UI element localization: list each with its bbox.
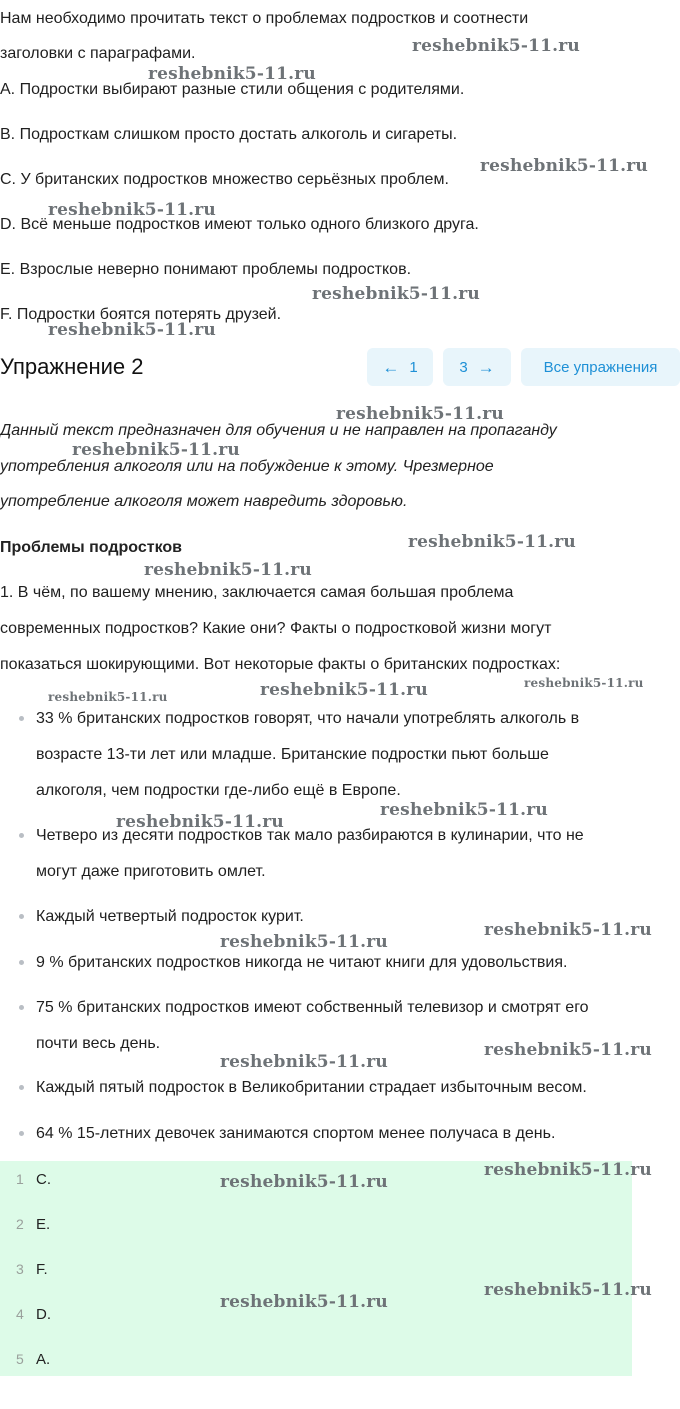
- paragraph-line-2: современных подростков? Какие они? Факты о подростковой жизни могут: [0, 620, 552, 637]
- prev-exercise-label: 1: [409, 358, 418, 376]
- disclaimer-line-1: Данный текст предназначен для обучения и не направлен на пропаганду: [0, 422, 557, 439]
- paragraph-line-3: показаться шокирующими. Вот некоторые факты о британских подростках:: [0, 656, 561, 673]
- paragraph-line-1: 1. В чём, по вашему мнению, заключается самая большая проблема: [0, 584, 514, 601]
- list-item-line: могут даже приготовить омлет.: [36, 863, 266, 880]
- bullet-dot-icon: [19, 914, 24, 919]
- all-exercises-label: Все упражнения: [543, 358, 658, 376]
- heading-item-b: B. Подросткам слишком просто достать алкоголь и сигареты.: [0, 126, 458, 143]
- watermark: reshebnik5-11.ru: [484, 1160, 652, 1180]
- watermark: reshebnik5-11.ru: [116, 812, 284, 832]
- answer-value: D.: [36, 1306, 51, 1323]
- watermark: reshebnik5-11.ru: [336, 404, 504, 424]
- watermark: reshebnik5-11.ru: [484, 1040, 652, 1060]
- watermark: reshebnik5-11.ru: [48, 320, 216, 340]
- answer-number: 4: [16, 1306, 24, 1322]
- watermark: reshebnik5-11.ru: [524, 676, 644, 690]
- answer-number: 5: [16, 1351, 24, 1367]
- answers-block: [0, 1161, 632, 1376]
- heading-item-d: D. Всё меньше подростков имеют только одного близкого друга.: [0, 216, 479, 233]
- answer-value: A.: [36, 1351, 51, 1368]
- prev-exercise-button[interactable]: [367, 348, 433, 386]
- section-title: Проблемы подростков: [0, 539, 182, 556]
- list-item-line: алкоголя, чем подростки где-либо ещё в Европе.: [36, 782, 401, 799]
- bullet-dot-icon: [19, 1085, 24, 1090]
- watermark: reshebnik5-11.ru: [220, 1172, 388, 1192]
- watermark: reshebnik5-11.ru: [144, 560, 312, 580]
- watermark: reshebnik5-11.ru: [148, 64, 316, 84]
- heading-item-f: F. Подростки боятся потерять друзей.: [0, 306, 282, 323]
- heading-item-a: A. Подростки выбирают разные стили общения с родителями.: [0, 81, 465, 98]
- arrow-right-icon: →: [477, 357, 495, 377]
- disclaimer-line-3: употребление алкоголя может навредить здоровью.: [0, 493, 408, 510]
- watermark: reshebnik5-11.ru: [220, 1292, 388, 1312]
- intro-line-1: Нам необходимо прочитать текст о проблемах подростков и соотнести: [0, 10, 529, 27]
- answer-value: E.: [36, 1216, 51, 1233]
- watermark: reshebnik5-11.ru: [260, 680, 428, 700]
- bullet-dot-icon: [19, 833, 24, 838]
- list-item-line: 64 % 15-летних девочек занимаются спортом менее получаса в день.: [36, 1125, 556, 1142]
- bullet-dot-icon: [19, 1131, 24, 1136]
- list-item-line: Каждый пятый подросток в Великобритании страдает избыточным весом.: [36, 1079, 587, 1096]
- watermark: reshebnik5-11.ru: [72, 440, 240, 460]
- heading-item-c: C. У британских подростков множество серьёзных проблем.: [0, 171, 449, 188]
- answer-number: 3: [16, 1261, 24, 1277]
- watermark: reshebnik5-11.ru: [220, 1052, 388, 1072]
- heading-item-e: E. Взрослые неверно понимают проблемы подростков.: [0, 261, 412, 278]
- list-item-line: 9 % британских подростков никогда не читают книги для удовольствия.: [36, 954, 568, 971]
- disclaimer-line-2: употребления алкоголя или на побуждение к этому. Чрезмерное: [0, 458, 494, 475]
- watermark: reshebnik5-11.ru: [312, 284, 480, 304]
- watermark: reshebnik5-11.ru: [480, 156, 648, 176]
- bullet-dot-icon: [19, 960, 24, 965]
- exercise-title: Упражнение 2: [0, 354, 144, 379]
- answer-number: 1: [16, 1171, 24, 1187]
- watermark: reshebnik5-11.ru: [220, 932, 388, 952]
- all-exercises-button[interactable]: [521, 348, 680, 386]
- list-item-line: 33 % британских подростков говорят, что начали употреблять алкоголь в: [36, 710, 580, 727]
- answer-value: C.: [36, 1171, 51, 1188]
- watermark: reshebnik5-11.ru: [484, 920, 652, 940]
- list-item-line: почти весь день.: [36, 1035, 161, 1052]
- list-item-line: возрасте 13-ти лет или младше. Британские подростки пьют больше: [36, 746, 549, 763]
- arrow-left-icon: ←: [382, 357, 400, 377]
- watermark: reshebnik5-11.ru: [380, 800, 548, 820]
- watermark: reshebnik5-11.ru: [484, 1280, 652, 1300]
- answer-number: 2: [16, 1216, 24, 1232]
- watermark: reshebnik5-11.ru: [48, 200, 216, 220]
- list-item-line: Каждый четвертый подросток курит.: [36, 908, 304, 925]
- intro-line-2: заголовки с параграфами.: [0, 45, 196, 62]
- list-item-line: 75 % британских подростков имеют собственный телевизор и смотрят его: [36, 999, 589, 1016]
- watermark: reshebnik5-11.ru: [412, 36, 580, 56]
- watermark: reshebnik5-11.ru: [48, 690, 168, 704]
- watermark: reshebnik5-11.ru: [408, 532, 576, 552]
- next-exercise-label: 3: [459, 358, 468, 376]
- bullet-dot-icon: [19, 716, 24, 721]
- answer-value: F.: [36, 1261, 48, 1278]
- list-item-line: Четверо из десяти подростков так мало разбираются в кулинарии, что не: [36, 827, 584, 844]
- bullet-dot-icon: [19, 1005, 24, 1010]
- next-exercise-button[interactable]: [443, 348, 511, 386]
